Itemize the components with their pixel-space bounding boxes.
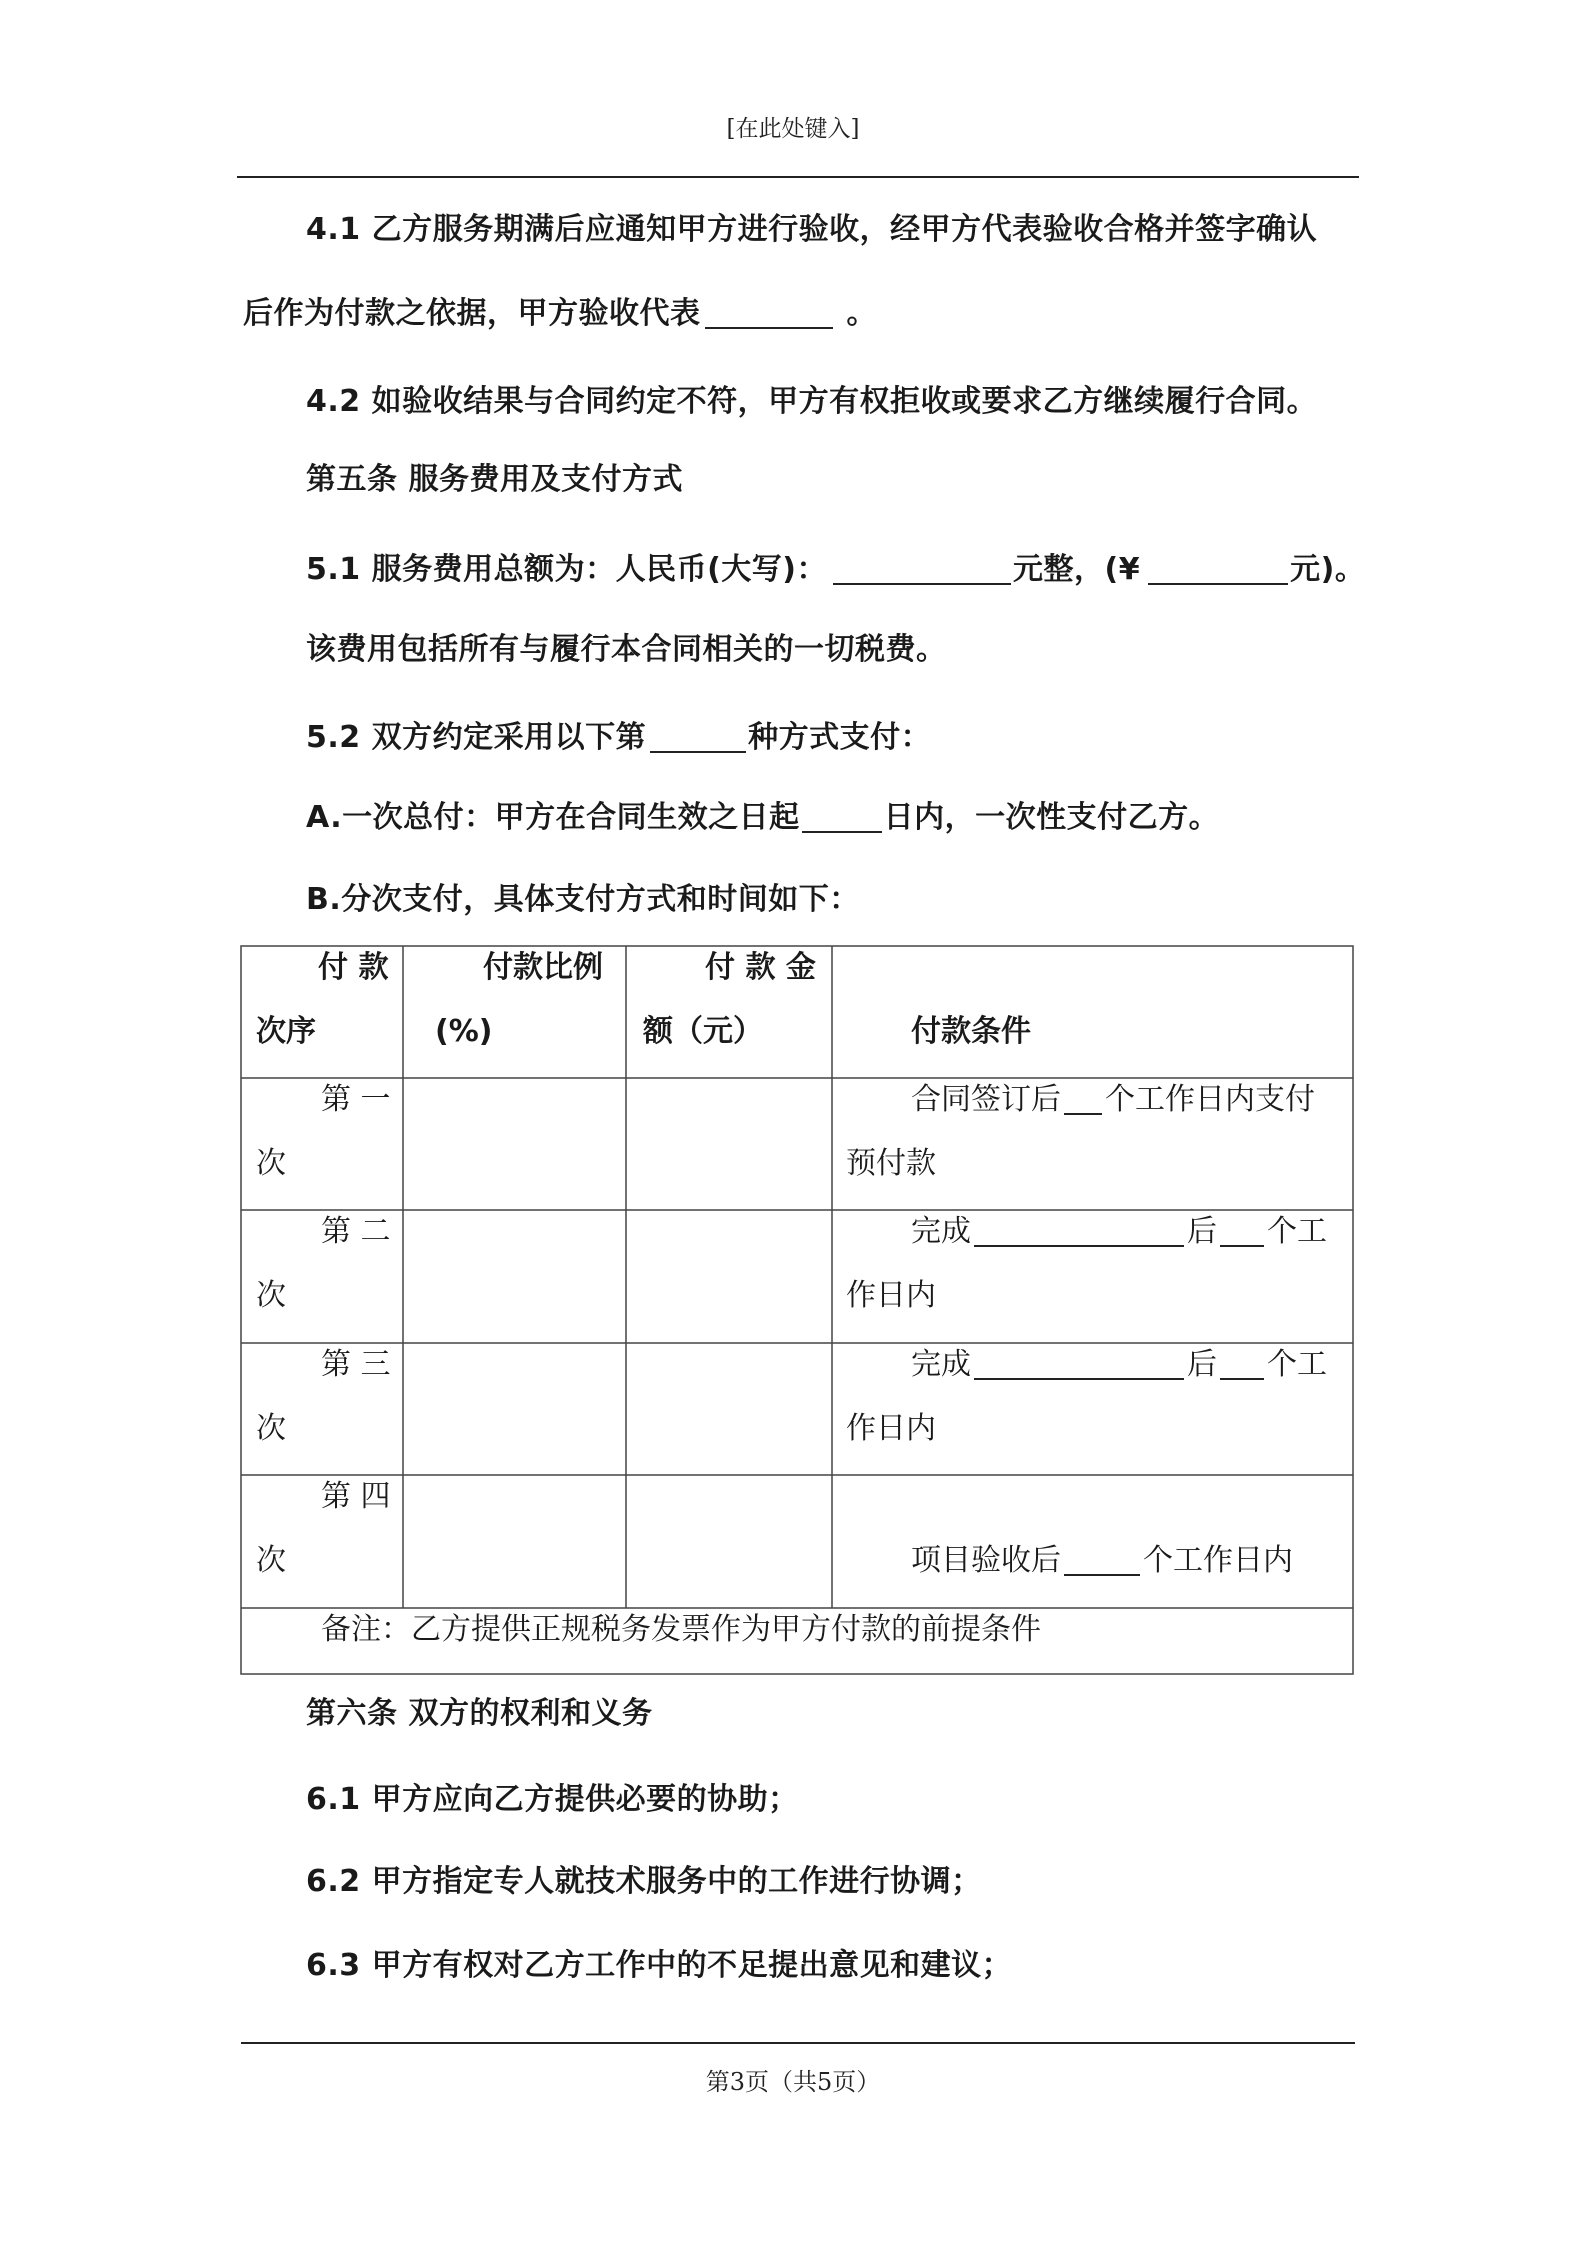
header-amount-line2: 额（元） — [643, 1014, 763, 1049]
option-a-text: A.一次总付：甲方在合同生效之日起 — [306, 800, 800, 835]
footer-rule — [241, 2042, 1355, 2044]
row4-days-blank[interactable] — [1064, 1542, 1140, 1576]
row3-milestone-blank[interactable] — [974, 1346, 1184, 1380]
header-seq-line2: 次序 — [256, 1014, 316, 1049]
clause-5-1-line2: 该费用包括所有与履行本合同相关的一切税费。 — [306, 632, 947, 667]
row4-cond-text: 项目验收后 — [911, 1543, 1061, 1578]
row2-seq-line2: 次 — [256, 1278, 286, 1313]
option-b: B.分次支付，具体支付方式和时间如下： — [306, 882, 860, 917]
clause-5-1-mid: 元整，(¥ — [1013, 552, 1141, 587]
row1-days-blank[interactable] — [1064, 1081, 1102, 1115]
row3-cond-line1 — [911, 1343, 1327, 1387]
clause-6-3: 6.3 甲方有权对乙方工作中的不足提出意见和建议； — [306, 1948, 1013, 1983]
row3-cond-line2: 作日内 — [846, 1411, 936, 1446]
row1-seq-line2: 次 — [256, 1146, 286, 1181]
article-6-title: 第六条 双方的权利和义务 — [306, 1696, 653, 1731]
row3-days-blank[interactable] — [1220, 1346, 1264, 1380]
row1-seq-line1: 第 一 — [321, 1082, 391, 1117]
header-ratio-line1: 付款比例 — [483, 950, 603, 985]
option-a-end: 日内，一次性支付乙方。 — [883, 800, 1220, 835]
row3-seq-line2: 次 — [256, 1411, 286, 1446]
row3-cond-text: 完成 — [911, 1347, 971, 1382]
row1-cond-line1 — [911, 1078, 1315, 1122]
row2-cond-line1 — [911, 1210, 1327, 1254]
clause-5-2-end: 种方式支付： — [748, 720, 932, 755]
clause-4-2: 4.2 如验收结果与合同约定不符，甲方有权拒收或要求乙方继续履行合同。 — [306, 384, 1318, 419]
row4-cond-end: 个工作日内 — [1143, 1543, 1293, 1578]
row3-cond-mid: 后 — [1187, 1347, 1217, 1382]
row3-cond-end: 个工 — [1267, 1347, 1327, 1382]
header-ratio-line2: (%) — [435, 1014, 493, 1049]
row2-cond-line2: 作日内 — [846, 1278, 936, 1313]
header-cond: 付款条件 — [911, 1014, 1031, 1049]
clause-4-1-end: 。 — [846, 296, 877, 331]
row4-seq-line2: 次 — [256, 1543, 286, 1578]
table-note: 备注：乙方提供正规税务发票作为甲方付款的前提条件 — [321, 1612, 1041, 1647]
row1-cond-text: 合同签订后 — [911, 1082, 1061, 1117]
row2-cond-end: 个工 — [1267, 1214, 1327, 1249]
clause-5-1-end: 元)。 — [1290, 552, 1366, 587]
row2-cond-mid: 后 — [1187, 1214, 1217, 1249]
header-seq-line1: 付 款 — [318, 950, 389, 985]
row2-milestone-blank[interactable] — [974, 1213, 1184, 1247]
row2-cond-text: 完成 — [911, 1214, 971, 1249]
clause-6-1: 6.1 甲方应向乙方提供必要的协助； — [306, 1782, 799, 1817]
row2-seq-line1: 第 二 — [321, 1214, 391, 1249]
row3-seq-line1: 第 三 — [321, 1347, 391, 1382]
row4-seq-line1: 第 四 — [321, 1479, 391, 1514]
row1-cond-line2: 预付款 — [846, 1146, 936, 1181]
row4-cond-line — [911, 1539, 1293, 1583]
header-amount-line1: 付 款 金 — [705, 950, 816, 985]
page-number: 第3页（共5页） — [705, 2068, 881, 2096]
row2-days-blank[interactable] — [1220, 1213, 1264, 1247]
clause-4-1-line1: 4.1 乙方服务期满后应通知甲方进行验收，经甲方代表验收合格并签字确认 — [306, 212, 1318, 247]
page-header: [在此处键入] — [726, 116, 860, 142]
clause-6-2: 6.2 甲方指定专人就技术服务中的工作进行协调； — [306, 1864, 982, 1899]
row1-cond-end: 个工作日内支付 — [1105, 1082, 1315, 1117]
clause-4-1-text: 后作为付款之依据，甲方验收代表 — [243, 296, 701, 331]
article-5-title: 第五条 服务费用及支付方式 — [306, 462, 683, 497]
clause-5-1-text: 5.1 服务费用总额为：人民币(大写)： — [306, 552, 828, 587]
clause-5-2-text: 5.2 双方约定采用以下第 — [306, 720, 647, 755]
